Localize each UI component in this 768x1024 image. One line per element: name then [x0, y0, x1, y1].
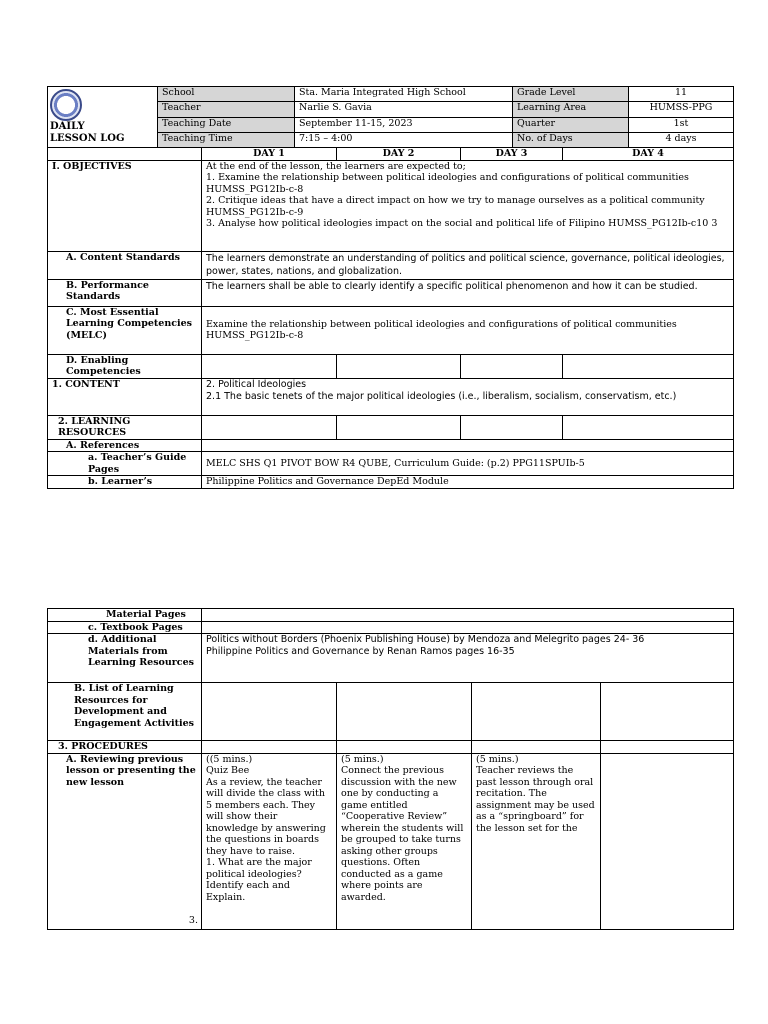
learning-area-label: Learning Area	[513, 102, 629, 117]
performance-standards-label: B. Performance Standards	[48, 279, 202, 306]
learning-area-value: HUMSS-PPG	[629, 102, 734, 117]
list-resources-day1-cell	[202, 683, 337, 741]
list-resources-day3-cell	[472, 683, 601, 741]
enabling-competencies-label: D. Enabling Competencies	[48, 354, 202, 378]
textbook-pages-label: c. Textbook Pages	[48, 621, 202, 634]
enabling-day4-cell	[563, 354, 734, 378]
reviewing-day3-text: (5 mins.) Teacher reviews the past lesson through oral recitation. The assignment may be used as a “springboard” for the lesson set for the	[472, 753, 601, 929]
content-standards-text: The learners demonstrate an understanding of politics and political science, governance, political ideologies, power, states, nations, and globalization.	[202, 251, 734, 279]
content-standards-label: A. Content Standards	[48, 251, 202, 279]
procedures-day3-cell	[472, 741, 601, 754]
procedures-day1-cell	[202, 741, 337, 754]
reviewing-day1-text: ((5 mins.) Quiz Bee As a review, the teacher will divide the class with 5 members each. They will show their knowledge by answering the questions in boards they have to raise. 1. What are the major political ideologies? Identify each and Explain.	[202, 753, 337, 929]
teachers-guide-text: MELC SHS Q1 PIVOT BOW R4 QUBE, Curriculum Guide: (p.2) PPG11SPUIb-5	[202, 452, 734, 476]
content-label: 1. CONTENT	[48, 378, 202, 415]
additional-materials-label: d. Additional Materials from Learning Resources	[48, 634, 202, 683]
no-of-days-label: No. of Days	[513, 132, 629, 147]
additional-materials-text: Politics without Borders (Phoenix Publishing House) by Mendoza and Melegrito pages 24- 36 Philippine Politics and Governance by Renan Ramos pages 16-35	[202, 634, 734, 683]
grade-level-label: Grade Level	[513, 87, 629, 102]
list-resources-label: B. List of Learning Resources for Development and Engagement Activities	[48, 683, 202, 741]
day4-header: DAY 4	[563, 148, 734, 161]
reviewing-day4-cell	[601, 753, 734, 929]
header-table	[47, 86, 734, 148]
day2-header: DAY 2	[337, 148, 461, 161]
deped-seal-icon	[50, 89, 82, 121]
teaching-time-label: Teaching Time	[158, 132, 295, 147]
lesson-table-page1	[47, 147, 734, 489]
procedures-label: 3. PROCEDURES	[48, 741, 202, 754]
reviewing-label: A. Reviewing previous lesson or presenting the new lesson	[66, 753, 196, 788]
day1-header: DAY 1	[202, 148, 337, 161]
objectives-text: At the end of the lesson, the learners are expected to; 1. Examine the relationship between political ideologies and configurations of political communities HUMSS_PG12Ib-c-8 2. Critique ideas that have a direct impact on how we try to manage ourselves as a political community HUMSS_PG12Ib-c-9 3. Analyse how political ideologies impact on the social and political life of Filipino HUMSS_PG12Ib-c10 3	[202, 160, 734, 251]
enabling-day1-cell	[202, 354, 337, 378]
no-of-days-value: 4 days	[629, 132, 734, 147]
days-corner-cell	[48, 148, 202, 161]
enabling-day3-cell	[461, 354, 563, 378]
header-title: DAILY LESSON LOG	[50, 121, 125, 144]
references-label: A. References	[48, 439, 202, 452]
reviewing-day2-text: (5 mins.) Connect the previous discussion with the new one by conducting a game entitled “Cooperative Review” wherein the students will be grouped to take turns asking other groups questions. Often conducted as a game where points are awarded.	[337, 753, 472, 929]
melc-text: Examine the relationship between political ideologies and configurations of political communities HUMSS_PG12Ib-c-8	[202, 306, 734, 354]
quarter-label: Quarter	[513, 117, 629, 132]
performance-standards-text: The learners shall be able to clearly identify a specific political phenomenon and how it can be studied.	[202, 279, 734, 306]
quarter-value: 1st	[629, 117, 734, 132]
melc-label: C. Most Essential Learning Competencies (MELC)	[48, 306, 202, 354]
school-label: School	[158, 87, 295, 102]
day3-header: DAY 3	[461, 148, 563, 161]
learners-text: Philippine Politics and Governance DepEd Module	[202, 476, 734, 489]
header-logo-cell	[48, 87, 158, 148]
reviewing-label-cell	[48, 753, 202, 929]
learning-resources-day4-cell	[563, 415, 734, 439]
learners-label: b. Learner’s	[48, 476, 202, 489]
teacher-value: Narlie S. Gavia	[295, 102, 513, 117]
teaching-date-label: Teaching Date	[158, 117, 295, 132]
lesson-table-page2	[47, 608, 734, 930]
procedures-day4-cell	[601, 741, 734, 754]
list-resources-day4-cell	[601, 683, 734, 741]
teacher-label: Teacher	[158, 102, 295, 117]
learning-resources-label: 2. LEARNING RESOURCES	[48, 415, 202, 439]
learning-resources-day2-cell	[337, 415, 461, 439]
list-resources-day2-cell	[337, 683, 472, 741]
content-text: 2. Political Ideologies 2.1 The basic tenets of the major political ideologies (i.e., liberalism, socialism, conservatism, etc.)	[202, 378, 734, 415]
material-pages-cell	[202, 609, 734, 622]
school-value: Sta. Maria Integrated High School	[295, 87, 513, 102]
teachers-guide-label: a. Teacher’s Guide Pages	[48, 452, 202, 476]
textbook-pages-cell	[202, 621, 734, 634]
grade-level-value: 11	[629, 87, 734, 102]
procedures-day2-cell	[337, 741, 472, 754]
teaching-date-value: September 11-15, 2023	[295, 117, 513, 132]
references-cell	[202, 439, 734, 452]
material-pages-label: Material Pages	[48, 609, 202, 622]
reviewing-number-marker: 3.	[188, 915, 198, 926]
learning-resources-day3-cell	[461, 415, 563, 439]
objectives-label: I. OBJECTIVES	[48, 160, 202, 251]
enabling-day2-cell	[337, 354, 461, 378]
teaching-time-value: 7:15 – 4:00	[295, 132, 513, 147]
learning-resources-day1-cell	[202, 415, 337, 439]
